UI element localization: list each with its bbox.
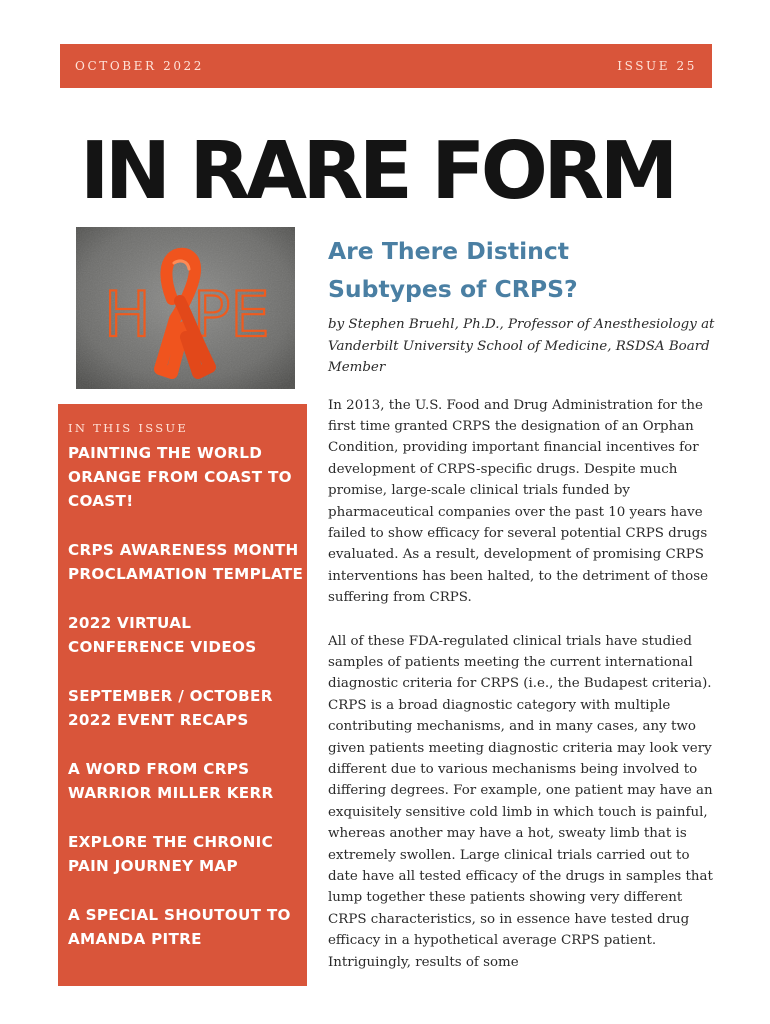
article-paragraph: In 2013, the U.S. Food and Drug Administration for the first time granted CRPS the designation of an Orphan Condition, providing important financial incentives for development of CRPS-specific drugs. Despite much promise, large-scale clinical trials funded by pharmaceutical companies over the past 10 years have failed to show efficacy for several potential CRPS drugs evaluated. As a result, development of promising CRPS interventions has been halted, to the detriment of those suffering from CRPS. xyxy=(328,397,708,606)
lead-article xyxy=(328,232,720,973)
toc-item: EXPLORE THE CHRONIC PAIN JOURNEY MAP xyxy=(68,833,274,875)
masthead-title: IN RARE FORM xyxy=(80,125,674,217)
hope-ribbon-photo xyxy=(76,227,295,389)
hope-letters-pe: PE xyxy=(193,278,270,351)
toc-item: A WORD FROM CRPS WARRIOR MILLER KERR xyxy=(68,760,274,802)
hope-letter-h: H xyxy=(104,278,151,351)
sidebar-kicker: IN THIS ISSUE xyxy=(68,421,189,435)
article-paragraph: All of these FDA-regulated clinical trials have studied samples of patients meeting the current international diagnostic criteria for CRPS (i.e., the Budapest criteria). CRPS is a broad diagnostic category with multiple contributing mechanisms, and in many cases, any two given patients meeting diagnostic criteria may look very different due to various mechanisms being involved to differing degrees. For example, one patient may have an exquisitely sensitive cold limb in which touch is painful, whereas another may have a hot, sweaty limb that is extremely swollen. Large clinical trials carried out to date have all tested efficacy of the drugs in samples that lump together these patients showing very different CRPS characteristics, so in essence have tested drug efficacy in a hypothetical average CRPS patient. Intriguingly, results of some xyxy=(328,633,713,970)
toc-item: SEPTEMBER / OCTOBER 2022 EVENT RECAPS xyxy=(68,687,273,729)
in-this-issue-sidebar xyxy=(58,404,307,986)
toc-item: PAINTING THE WORLD ORANGE FROM COAST TO COAST! xyxy=(68,444,292,510)
toc-item: 2022 VIRTUAL CONFERENCE VIDEOS xyxy=(68,614,257,656)
toc-item: CRPS AWARENESS MONTH PROCLAMATION TEMPLATE xyxy=(68,541,304,583)
issue-number: ISSUE 25 xyxy=(617,59,697,73)
article-title: Are There Distinct Subtypes of CRPS? xyxy=(328,237,578,303)
issue-date: OCTOBER 2022 xyxy=(75,59,205,73)
header-bar xyxy=(60,44,712,88)
toc-item: A SPECIAL SHOUTOUT TO AMANDA PITRE xyxy=(68,906,291,948)
article-byline: by Stephen Bruehl, Ph.D., Professor of Anesthesiology at Vanderbilt University School of Medicine, RSDSA Board Member xyxy=(328,317,715,375)
